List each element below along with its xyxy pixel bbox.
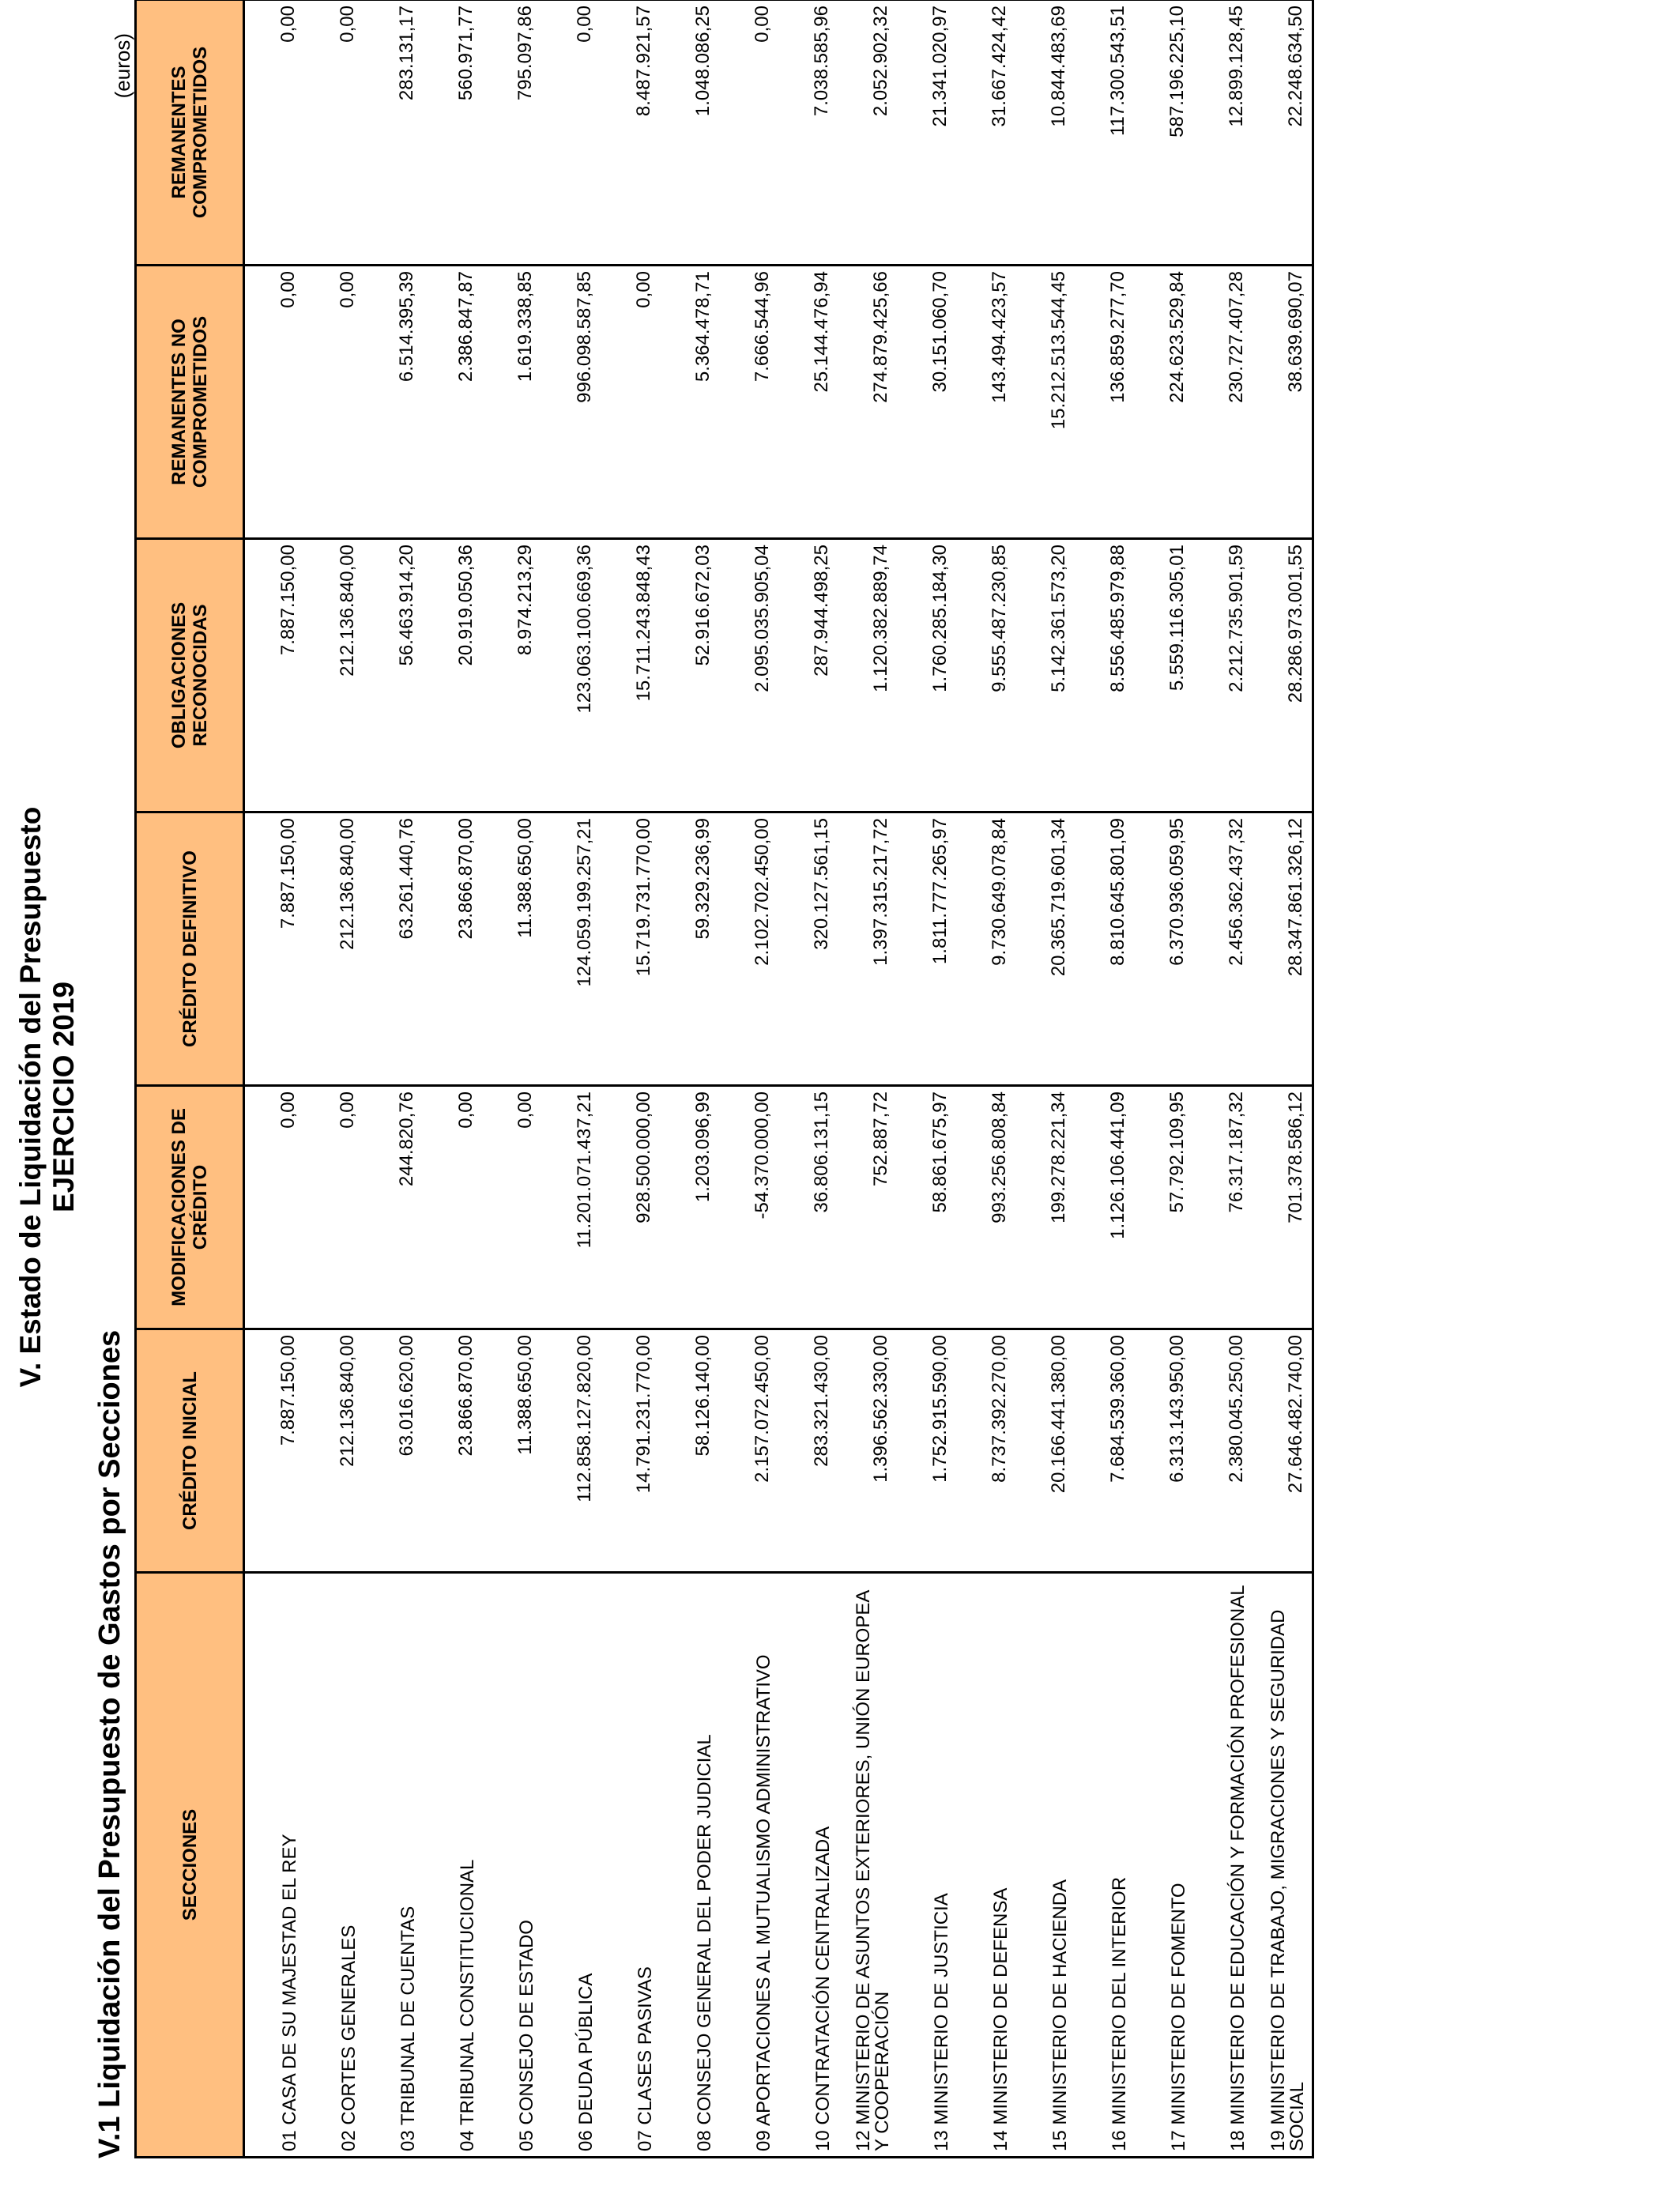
header-row: [136, 0, 244, 2158]
obligaciones-cell: 28.286.973.001,55: [1252, 539, 1313, 812]
credito-inicial-cell: 11.388.650,00: [482, 1329, 541, 1573]
credito-inicial-cell: 1.396.562.330,00: [838, 1329, 897, 1573]
remanentes-no-comprometidos-cell: 15.212.513.544,45: [1015, 266, 1075, 539]
seccion-cell: 13 MINISTERIO DE JUSTICIA: [897, 1573, 956, 2158]
credito-definitivo-cell: 23.866.870,00: [423, 812, 482, 1086]
table-body: [244, 0, 1313, 2158]
remanentes-comprometidos-cell: 10.844.483,69: [1015, 0, 1075, 266]
credito-inicial-cell: 283.321.430,00: [778, 1329, 838, 1573]
remanentes-no-comprometidos-cell: 230.727.407,28: [1193, 266, 1252, 539]
fiscal-year-title: EJERCICIO 2019: [47, 981, 80, 1213]
table-row: [719, 0, 778, 2158]
credito-definitivo-cell: 320.127.561,15: [778, 812, 838, 1086]
credito-inicial-cell: 8.737.392.270,00: [956, 1329, 1015, 1573]
credito-inicial-cell: 23.866.870,00: [423, 1329, 482, 1573]
modificaciones-cell: 199.278.221,34: [1015, 1086, 1075, 1329]
seccion-cell: 02 CORTES GENERALES: [304, 1573, 363, 2158]
table-row: [304, 0, 363, 2158]
table-row: [541, 0, 601, 2158]
remanentes-comprometidos-cell: 587.196.225,10: [1134, 0, 1193, 266]
seccion-cell: 06 DEUDA PÚBLICA: [541, 1573, 601, 2158]
credito-definitivo-cell: 8.810.645.801,09: [1075, 812, 1134, 1086]
table-row: [956, 0, 1015, 2158]
remanentes-comprometidos-cell: 560.971,77: [423, 0, 482, 266]
remanentes-no-comprometidos-cell: 996.098.587,85: [541, 266, 601, 539]
modificaciones-cell: 1.203.096,99: [660, 1086, 719, 1329]
modificaciones-cell: -54.370.000,00: [719, 1086, 778, 1329]
modificaciones-cell: 0,00: [423, 1086, 482, 1329]
remanentes-comprometidos-cell: 31.667.424,42: [956, 0, 1015, 266]
obligaciones-cell: 15.711.243.848,43: [601, 539, 660, 812]
credito-inicial-cell: 112.858.127.820,00: [541, 1329, 601, 1573]
remanentes-comprometidos-cell: 0,00: [541, 0, 601, 266]
credito-definitivo-cell: 1.397.315.217,72: [838, 812, 897, 1086]
seccion-cell: 03 TRIBUNAL DE CUENTAS: [363, 1573, 423, 2158]
table-row: [423, 0, 482, 2158]
column-header-secciones: SECCIONES: [136, 1573, 244, 2158]
column-header-credito-inicial: CRÉDITO INICIAL: [136, 1329, 244, 1573]
obligaciones-cell: 7.887.150,00: [244, 539, 305, 812]
remanentes-no-comprometidos-cell: 224.623.529,84: [1134, 266, 1193, 539]
credito-definitivo-cell: 6.370.936.059,95: [1134, 812, 1193, 1086]
remanentes-comprometidos-cell: 2.052.902,32: [838, 0, 897, 266]
document-title: V. Estado de Liquidación del Presupuesto: [14, 806, 47, 1388]
obligaciones-cell: 8.974.213,29: [482, 539, 541, 812]
column-header-obligaciones: OBLIGACIONES RECONOCIDAS: [136, 539, 244, 812]
credito-inicial-cell: 58.126.140,00: [660, 1329, 719, 1573]
credito-inicial-cell: 14.791.231.770,00: [601, 1329, 660, 1573]
remanentes-no-comprometidos-cell: 7.666.544,96: [719, 266, 778, 539]
table-row: [244, 0, 305, 2158]
units-label: (euros): [111, 33, 134, 99]
modificaciones-cell: 0,00: [304, 1086, 363, 1329]
column-header-remanentes-no-comprometidos: REMANENTES NO COMPROMETIDOS: [136, 266, 244, 539]
credito-definitivo-cell: 212.136.840,00: [304, 812, 363, 1086]
remanentes-comprometidos-cell: 117.300.543,51: [1075, 0, 1134, 266]
table-row: [1193, 0, 1252, 2158]
remanentes-comprometidos-cell: 0,00: [304, 0, 363, 266]
credito-inicial-cell: 27.646.482.740,00: [1252, 1329, 1313, 1573]
credito-definitivo-cell: 11.388.650,00: [482, 812, 541, 1086]
remanentes-comprometidos-cell: 283.131,17: [363, 0, 423, 266]
credito-inicial-cell: 6.313.143.950,00: [1134, 1329, 1193, 1573]
table-row: [660, 0, 719, 2158]
modificaciones-cell: 58.861.675,97: [897, 1086, 956, 1329]
table-row: [778, 0, 838, 2158]
seccion-cell: 10 CONTRATACIÓN CENTRALIZADA: [778, 1573, 838, 2158]
credito-definitivo-cell: 15.719.731.770,00: [601, 812, 660, 1086]
modificaciones-cell: 0,00: [244, 1086, 305, 1329]
modificaciones-cell: 928.500.000,00: [601, 1086, 660, 1329]
table-row: [897, 0, 956, 2158]
remanentes-comprometidos-cell: 7.038.585,96: [778, 0, 838, 266]
modificaciones-cell: 0,00: [482, 1086, 541, 1329]
table-row: [838, 0, 897, 2158]
modificaciones-cell: 36.806.131,15: [778, 1086, 838, 1329]
credito-inicial-cell: 20.166.441.380,00: [1015, 1329, 1075, 1573]
table-row: [482, 0, 541, 2158]
credito-definitivo-cell: 28.347.861.326,12: [1252, 812, 1313, 1086]
obligaciones-cell: 8.556.485.979,88: [1075, 539, 1134, 812]
modificaciones-cell: 1.126.106.441,09: [1075, 1086, 1134, 1329]
modificaciones-cell: 11.201.071.437,21: [541, 1086, 601, 1329]
obligaciones-cell: 5.142.361.573,20: [1015, 539, 1075, 812]
modificaciones-cell: 76.317.187,32: [1193, 1086, 1252, 1329]
modificaciones-cell: 701.378.586,12: [1252, 1086, 1313, 1329]
credito-definitivo-cell: 63.261.440,76: [363, 812, 423, 1086]
table-row: [1252, 0, 1313, 2158]
obligaciones-cell: 2.212.735.901,59: [1193, 539, 1252, 812]
remanentes-no-comprometidos-cell: 6.514.395,39: [363, 266, 423, 539]
remanentes-comprometidos-cell: 0,00: [719, 0, 778, 266]
obligaciones-cell: 123.063.100.669,36: [541, 539, 601, 812]
remanentes-comprometidos-cell: 22.248.634,50: [1252, 0, 1313, 266]
section-subtitle: V.1 Liquidación del Presupuesto de Gastos por Secciones: [93, 1329, 126, 2158]
credito-inicial-cell: 63.016.620,00: [363, 1329, 423, 1573]
credito-definitivo-cell: 20.365.719.601,34: [1015, 812, 1075, 1086]
remanentes-no-comprometidos-cell: 30.151.060,70: [897, 266, 956, 539]
seccion-cell: 07 CLASES PASIVAS: [601, 1573, 660, 2158]
column-header-modificaciones: MODIFICACIONES DE CRÉDITO: [136, 1086, 244, 1329]
obligaciones-cell: 212.136.840,00: [304, 539, 363, 812]
seccion-cell: 08 CONSEJO GENERAL DEL PODER JUDICIAL: [660, 1573, 719, 2158]
modificaciones-cell: 57.792.109,95: [1134, 1086, 1193, 1329]
obligaciones-cell: 1.760.285.184,30: [897, 539, 956, 812]
remanentes-no-comprometidos-cell: 136.859.277,70: [1075, 266, 1134, 539]
obligaciones-cell: 2.095.035.905,04: [719, 539, 778, 812]
seccion-cell: 12 MINISTERIO DE ASUNTOS EXTERIORES, UNIÓN EUROPEA Y COOPERACIÓN: [838, 1573, 897, 2158]
remanentes-no-comprometidos-cell: 0,00: [304, 266, 363, 539]
remanentes-comprometidos-cell: 795.097,86: [482, 0, 541, 266]
credito-inicial-cell: 2.157.072.450,00: [719, 1329, 778, 1573]
modificaciones-cell: 752.887,72: [838, 1086, 897, 1329]
remanentes-no-comprometidos-cell: 1.619.338,85: [482, 266, 541, 539]
remanentes-no-comprometidos-cell: 274.879.425,66: [838, 266, 897, 539]
seccion-cell: 09 APORTACIONES AL MUTUALISMO ADMINISTRATIVO: [719, 1573, 778, 2158]
obligaciones-cell: 287.944.498,25: [778, 539, 838, 812]
seccion-cell: 19 MINISTERIO DE TRABAJO, MIGRACIONES Y SEGURIDAD SOCIAL: [1252, 1573, 1313, 2158]
credito-definitivo-cell: 7.887.150,00: [244, 812, 305, 1086]
credito-definitivo-cell: 2.456.362.437,32: [1193, 812, 1252, 1086]
remanentes-comprometidos-cell: 21.341.020,97: [897, 0, 956, 266]
table-row: [601, 0, 660, 2158]
obligaciones-cell: 5.559.116.305,01: [1134, 539, 1193, 812]
credito-inicial-cell: 1.752.915.590,00: [897, 1329, 956, 1573]
credito-inicial-cell: 2.380.045.250,00: [1193, 1329, 1252, 1573]
credito-inicial-cell: 212.136.840,00: [304, 1329, 363, 1573]
credito-definitivo-cell: 9.730.649.078,84: [956, 812, 1015, 1086]
remanentes-comprometidos-cell: 8.487.921,57: [601, 0, 660, 266]
credito-definitivo-cell: 2.102.702.450,00: [719, 812, 778, 1086]
table-row: [1134, 0, 1193, 2158]
obligaciones-cell: 20.919.050,36: [423, 539, 482, 812]
credito-definitivo-cell: 124.059.199.257,21: [541, 812, 601, 1086]
obligaciones-cell: 1.120.382.889,74: [838, 539, 897, 812]
credito-definitivo-cell: 59.329.236,99: [660, 812, 719, 1086]
column-header-credito-definitivo: CRÉDITO DEFINITIVO: [136, 812, 244, 1086]
column-header-remanentes-comprometidos: REMANENTES COMPROMETIDOS: [136, 0, 244, 266]
remanentes-no-comprometidos-cell: 5.364.478,71: [660, 266, 719, 539]
remanentes-comprometidos-cell: 0,00: [244, 0, 305, 266]
obligaciones-cell: 52.916.672,03: [660, 539, 719, 812]
budget-table: [134, 0, 1314, 2158]
obligaciones-cell: 9.555.487.230,85: [956, 539, 1015, 812]
table-row: [1015, 0, 1075, 2158]
obligaciones-cell: 56.463.914,20: [363, 539, 423, 812]
remanentes-no-comprometidos-cell: 2.386.847,87: [423, 266, 482, 539]
credito-inicial-cell: 7.887.150,00: [244, 1329, 305, 1573]
seccion-cell: 14 MINISTERIO DE DEFENSA: [956, 1573, 1015, 2158]
modificaciones-cell: 993.256.808,84: [956, 1086, 1015, 1329]
table-row: [363, 0, 423, 2158]
credito-definitivo-cell: 1.811.777.265,97: [897, 812, 956, 1086]
remanentes-comprometidos-cell: 1.048.086,25: [660, 0, 719, 266]
remanentes-no-comprometidos-cell: 0,00: [601, 266, 660, 539]
remanentes-no-comprometidos-cell: 38.639.690,07: [1252, 266, 1313, 539]
table-header: [136, 0, 244, 2158]
remanentes-no-comprometidos-cell: 143.494.423,57: [956, 266, 1015, 539]
table-row: [1075, 0, 1134, 2158]
credito-inicial-cell: 7.684.539.360,00: [1075, 1329, 1134, 1573]
seccion-cell: 05 CONSEJO DE ESTADO: [482, 1573, 541, 2158]
seccion-cell: 17 MINISTERIO DE FOMENTO: [1134, 1573, 1193, 2158]
remanentes-no-comprometidos-cell: 25.144.476,94: [778, 266, 838, 539]
seccion-cell: 16 MINISTERIO DEL INTERIOR: [1075, 1573, 1134, 2158]
seccion-cell: 18 MINISTERIO DE EDUCACIÓN Y FORMACIÓN PROFESIONAL: [1193, 1573, 1252, 2158]
seccion-cell: 15 MINISTERIO DE HACIENDA: [1015, 1573, 1075, 2158]
seccion-cell: 04 TRIBUNAL CONSTITUCIONAL: [423, 1573, 482, 2158]
seccion-cell: 01 CASA DE SU MAJESTAD EL REY: [244, 1573, 305, 2158]
modificaciones-cell: 244.820,76: [363, 1086, 423, 1329]
remanentes-no-comprometidos-cell: 0,00: [244, 266, 305, 539]
remanentes-comprometidos-cell: 12.899.128,45: [1193, 0, 1252, 266]
